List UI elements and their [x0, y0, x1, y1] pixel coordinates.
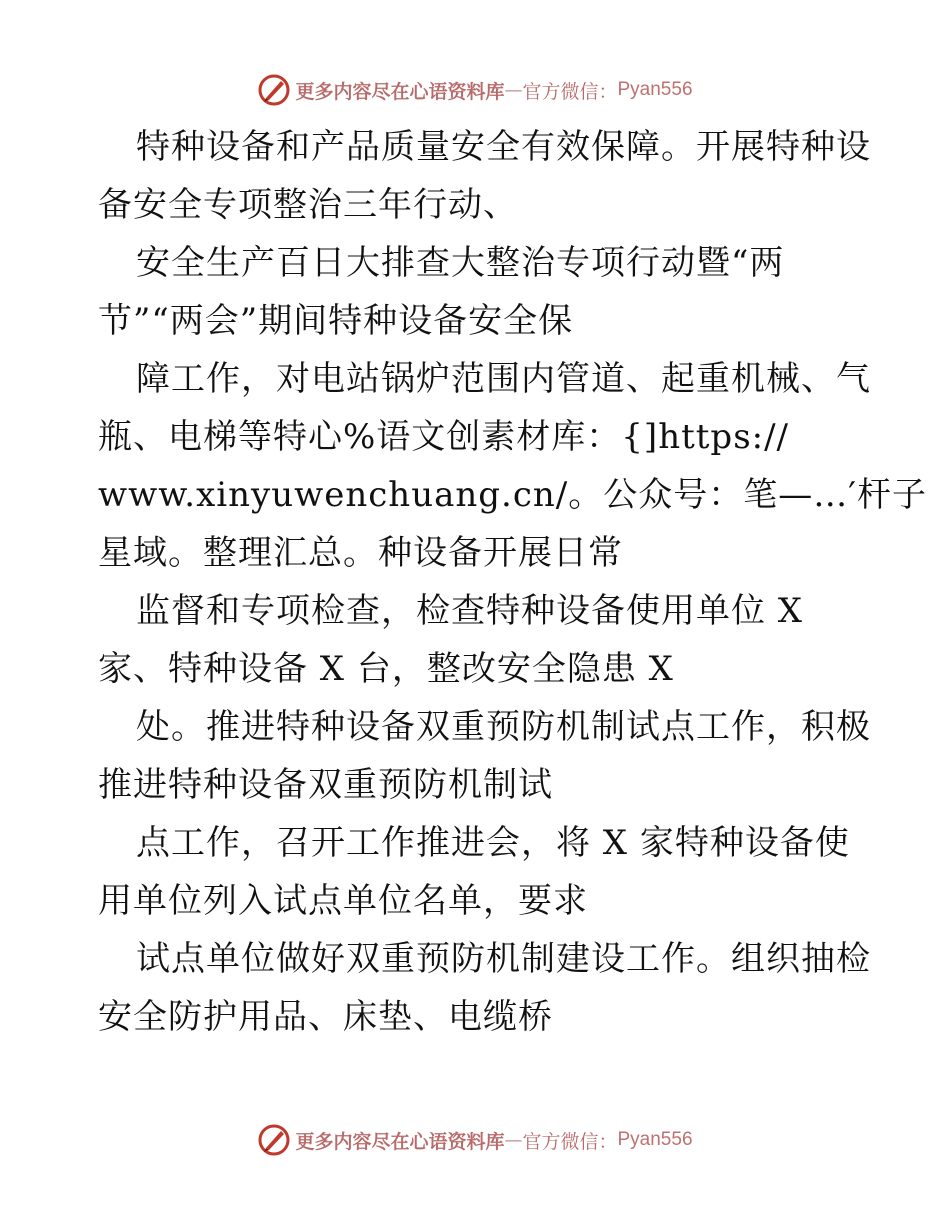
- quill-logo-icon: [257, 1123, 291, 1157]
- body-line: 备安全专项整治三年行动、: [98, 185, 518, 225]
- quill-logo-icon: [257, 73, 291, 107]
- body-line: 安全生产百日大排查大整治专项行动暨“两: [136, 243, 785, 283]
- body-line: 处。推进特种设备双重预防机制试点工作，积极: [136, 707, 871, 747]
- body-line: 障工作，对电站锅炉范围内管道、起重机械、气: [136, 359, 871, 399]
- body-line: 安全防护用品、床垫、电缆桥: [98, 997, 553, 1037]
- body-line: www.xinyuwenchuang.cn/。公众号：笔—…′杆子: [98, 475, 927, 515]
- body-line: 星域。整理汇总。种设备开展日常: [98, 533, 623, 573]
- body-line: 瓶、电梯等特心%语文创素材库：{]https://: [98, 417, 790, 457]
- banner-wechat-label: 官方微信：: [522, 80, 618, 103]
- body-line: 监督和专项检查，检查特种设备使用单位 X: [136, 591, 804, 631]
- body-line: 试点单位做好双重预防机制建设工作。组织抽检: [136, 939, 871, 979]
- document-body: [98, 118, 927, 1046]
- banner-wechat-label: 官方微信：: [522, 1130, 618, 1153]
- body-line: 特种设备和产品质量安全有效保障。开展特种设: [136, 127, 871, 167]
- banner-brand-text: 更多内容尽在心语资料库: [295, 80, 505, 103]
- footer-banner: [0, 1120, 950, 1160]
- banner-wechat-account: Pyan556: [617, 79, 693, 100]
- body-line: 点工作，召开工作推进会，将 X 家特种设备使: [136, 823, 850, 863]
- banner-separator: —: [504, 79, 523, 101]
- body-line: 推进特种设备双重预防机制试: [98, 765, 553, 805]
- body-line: 节”“两会”期间特种设备安全保: [98, 301, 574, 341]
- banner-separator: —: [504, 1129, 523, 1151]
- banner-brand-text: 更多内容尽在心语资料库: [295, 1130, 505, 1153]
- body-line: 用单位列入试点单位名单，要求: [98, 881, 588, 921]
- banner-wechat-account: Pyan556: [617, 1129, 693, 1150]
- header-banner: [0, 70, 950, 110]
- body-line: 家、特种设备 X 台，整改安全隐患 X: [98, 649, 674, 689]
